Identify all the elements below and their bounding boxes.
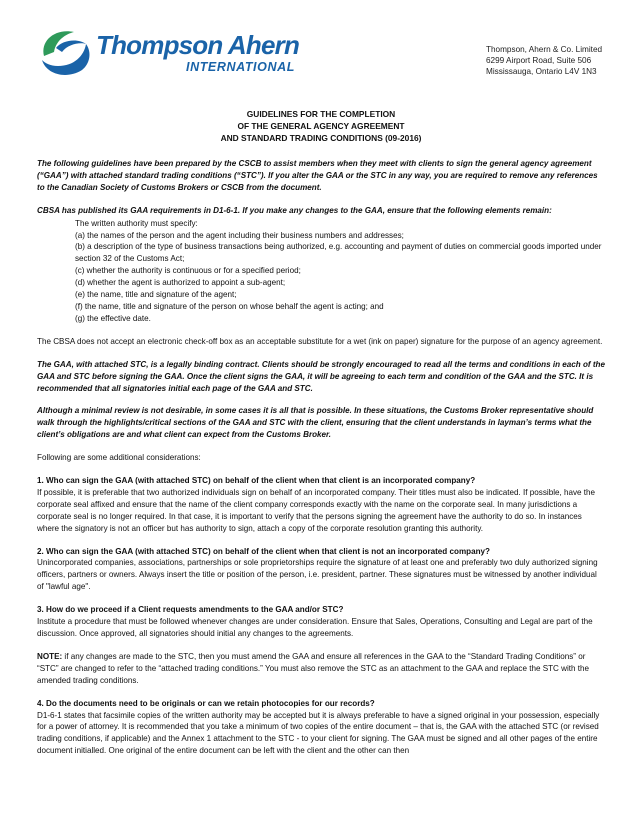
section-body: D1-6-1 states that facsimile copies of the written authority may be accepted but it is always preferable to have a signed original in your possession, especially for a power of attorney. It is recommended that you take a minimum of two copies of the entire document – that is, the GAA with the attached STC (or revised trading conditions, if applicable) and the Annex 1 attachment to the STC - to your client for signing. The GAA must be signed and all other pages of the entire document initialled. One original of the entire document can be left with the client and the other can then	[37, 710, 600, 756]
following-paragraph: Following are some additional considerations:	[37, 453, 201, 463]
cbsa-heading: CBSA has published its GAA requirements in D1-6-1. If you make any changes to the GAA, ensure that the following elements remain:	[37, 205, 552, 215]
binding-contract-paragraph: The GAA, with attached STC, is a legally binding contract. Clients should be strongly encouraged to read all the terms and conditions in each of the GAA and STC before signing the GAA. Once the client signs the GAA, it will be agreeing to each term and condition of the GAA and the STC. It is recommended that all signatories initial each page of the GAA and STC.	[37, 359, 605, 393]
section-3	[37, 604, 605, 640]
section-heading: 2. Who can sign the GAA (with attached STC) on behalf of the client when that client is not an incorporated company?	[37, 546, 490, 556]
section-heading: 3. How do we proceed if a Client requests amendments to the GAA and/or STC?	[37, 605, 344, 615]
note-paragraph	[37, 651, 605, 687]
address-line: Mississauga, Ontario L4V 1N3	[486, 67, 597, 76]
section-body: If possible, it is preferable that two authorized individuals sign on behalf of an incorporated company. Their titles must also be indicated. If possible, have the corporate seal affixed and ensure that the name of the client company corresponds exactly with the name on the corporate seal. In many jurisdictions a corporate seal is no longer required. In that case, it is important to verify that the persons signing the agreement have the authority to do so. In instances where the signatory is not an officer but has authority to sign, attach a copy of the corporate resolution granting this authority.	[37, 487, 596, 533]
section-2	[37, 546, 605, 594]
address-line: 6299 Airport Road, Suite 506	[486, 56, 592, 65]
title-line: OF THE GENERAL AGENCY AGREEMENT	[237, 121, 405, 131]
list-item: (a) the names of the person and the agent including their business numbers and addresses;	[75, 230, 404, 240]
list-item: The written authority must specify:	[75, 218, 198, 228]
note-label: NOTE:	[37, 651, 63, 661]
company-address	[486, 44, 602, 77]
section-1	[37, 475, 605, 535]
section-heading: 4. Do the documents need to be originals or can we retain photocopies for our records?	[37, 698, 375, 708]
list-item: (d) whether the agent is authorized to appoint a sub-agent;	[75, 278, 286, 288]
section-body: Unincorporated companies, associations, partnerships or sole proprietorships require the signature of at least one and preferably two duly authorized signing officers, partners or owners. Always insert the title or position of the person, i.e. president, partner. These signatures must be witnessed by another individual of "lawful age".	[37, 558, 598, 592]
list-item: (c) whether the authority is continuous or for a specified period;	[75, 266, 301, 276]
logo-swirl-icon	[36, 26, 92, 80]
logo-name: Thompson Ahern	[96, 30, 300, 60]
note-body: if any changes are made to the STC, then you must amend the GAA and ensure all references in the GAA to the “Standard Trading Conditions” or “STC” are changed to refer to the “attached trading conditions.” You must also remove the STC as an attachment to the GAA and replace the STC with the amended trading conditions.	[37, 651, 590, 685]
checkoff-paragraph: The CBSA does not accept an electronic check-off box as an acceptable substitute for a wet (ink on paper) signature for the purpose of an agency agreement.	[37, 336, 603, 346]
section-body: Institute a procedure that must be followed whenever changes are under consideration. Ensure that Sales, Operations, Consulting and Legal are part of the discussion. Once approved, all signatories should initial any changes to the agreements.	[37, 617, 593, 638]
title-line: AND STANDARD TRADING CONDITIONS (09-2016)	[220, 133, 422, 143]
section-heading: 1. Who can sign the GAA (with attached STC) on behalf of the client when that client is an incorporated company?	[37, 476, 476, 486]
address-line: Thompson, Ahern & Co. Limited	[486, 45, 603, 54]
list-item: (g) the effective date.	[75, 313, 151, 323]
intro-paragraph: The following guidelines have been prepared by the CSCB to assist members when they meet with clients to sign the general agency agreement (“GAA”) with attached standard trading conditions (“STC”). If you alter the GAA or the STC in any way, you are required to remove any references to the Canadian Society of Customs Brokers or CSCB from the document.	[37, 159, 598, 192]
section-4	[37, 698, 605, 758]
document-body	[37, 108, 605, 768]
minimal-review-paragraph: Although a minimal review is not desirable, in some cases it is all that is possible. In these situations, the Customs Broker representative should walk through the highlights/critical sections of the GAA and STC with the client, ensuring that the client understands in layman’s terms what the client’s obligations are and what client can expect from the Customs Broker.	[37, 406, 594, 440]
document-title	[37, 108, 605, 144]
required-elements-list	[37, 218, 605, 325]
title-line: GUIDELINES FOR THE COMPLETION	[246, 109, 396, 119]
list-item: (b) a description of the type of business transactions being authorized, e.g. accounting and payment of duties on commercial goods imported under section 32 of the Customs Act;	[75, 242, 602, 264]
company-logo	[36, 24, 300, 84]
list-item: (e) the name, title and signature of the agent;	[75, 290, 237, 300]
logo-subtitle: INTERNATIONAL	[186, 60, 295, 74]
list-item: (f) the name, title and signature of the person on whose behalf the agent is acting; and	[75, 301, 384, 311]
